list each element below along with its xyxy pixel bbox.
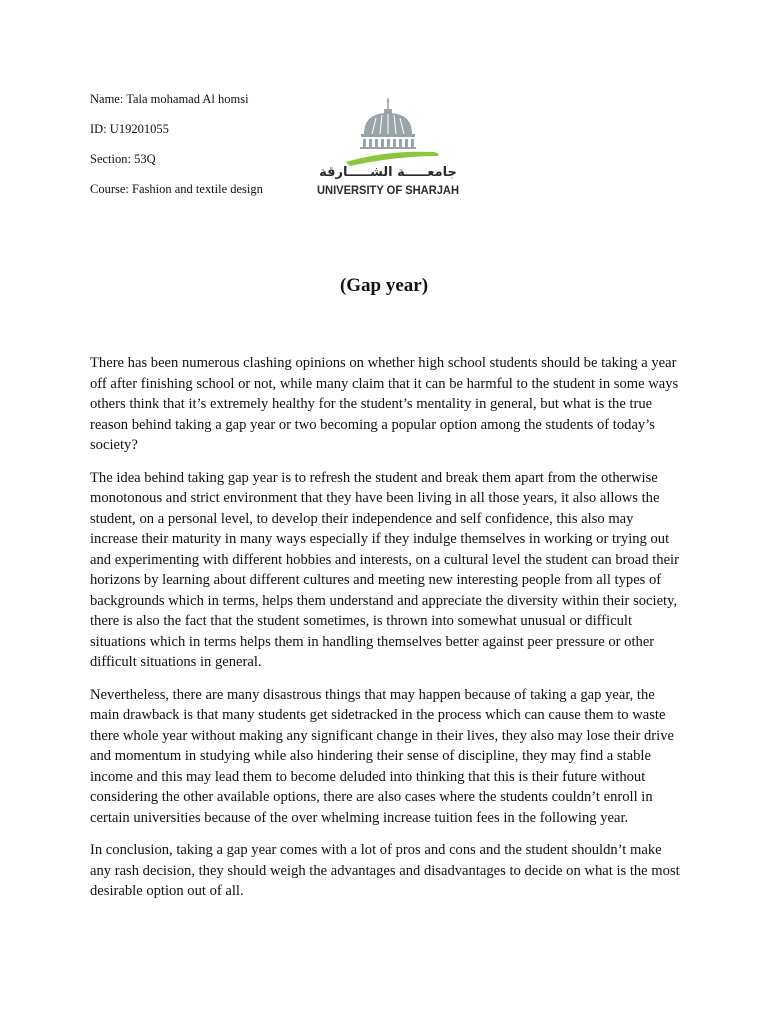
logo-arabic-text: جامعـــــة الشـــــارقة — [319, 165, 457, 180]
course: Course: Fashion and textile design — [90, 182, 263, 196]
student-name: Name: Tala mohamad Al homsi — [90, 92, 249, 106]
dome-icon — [360, 98, 416, 149]
paragraph-benefits: The idea behind taking gap year is to refresh the student and break them apart from the otherwise monotonous and strict environment that they have been living in all those years, it also allows the student, on a personal level, to develop their independence and self confidence, this also may increase their maturity in many ways especially if they indulge themselves in working or trying out and experimenting with different hobbies and interests, on a cultural level the student can broad their horizons by learning about different cultures and meeting new interesting people from all types of backgrounds which in terms, helps them understand and appreciate the diversity within their society, there is also the fact that the student sometimes, is thrown into somewhat unusual or difficult situations which in terms helps them in handling themselves better against peer pressure or other difficult situations in general. — [90, 469, 679, 670]
section: Section: 53Q — [90, 152, 156, 166]
university-logo — [316, 96, 462, 200]
paragraph-introduction: There has been numerous clashing opinions on whether high school students should be taking a year off after finishing school or not, while many claim that it can be harmful to the student in some ways others think that it’s extremely healthy for the student’s mentality in general, but what is the true reason behind taking a gap year or two becoming a popular option among the students of today’s society? — [90, 355, 679, 453]
essay-body — [90, 353, 680, 914]
document-title: (Gap year) — [339, 275, 429, 296]
student-info — [90, 92, 263, 212]
student-id: ID: U19201055 — [90, 122, 169, 136]
paragraph-conclusion: In conclusion, taking a gap year comes with a lot of pros and cons and the student shouldn’t make any rash decision, they should weigh the advantages and disadvantages to decide on what is the most desirable option out of all. — [90, 842, 680, 899]
paragraph-drawbacks: Nevertheless, there are many disastrous things that may happen because of taking a gap year, the main drawback is that many students get sidetracked in the process which can cause them to waste there whole year without making any significant change in their lives, they also may lose their drive and momentum in studying while also hindering their sense of discipline, they may find a stable income and this may lead them to become deluded into thinking that this is their future without considering the other available options, there are also cases where the students couldn’t enroll in certain universities because of the over whelming increase tuition fees in the following year. — [90, 686, 674, 826]
swoosh-icon — [346, 152, 439, 166]
logo-english-text: UNIVERSITY OF SHARJAH — [317, 185, 459, 197]
